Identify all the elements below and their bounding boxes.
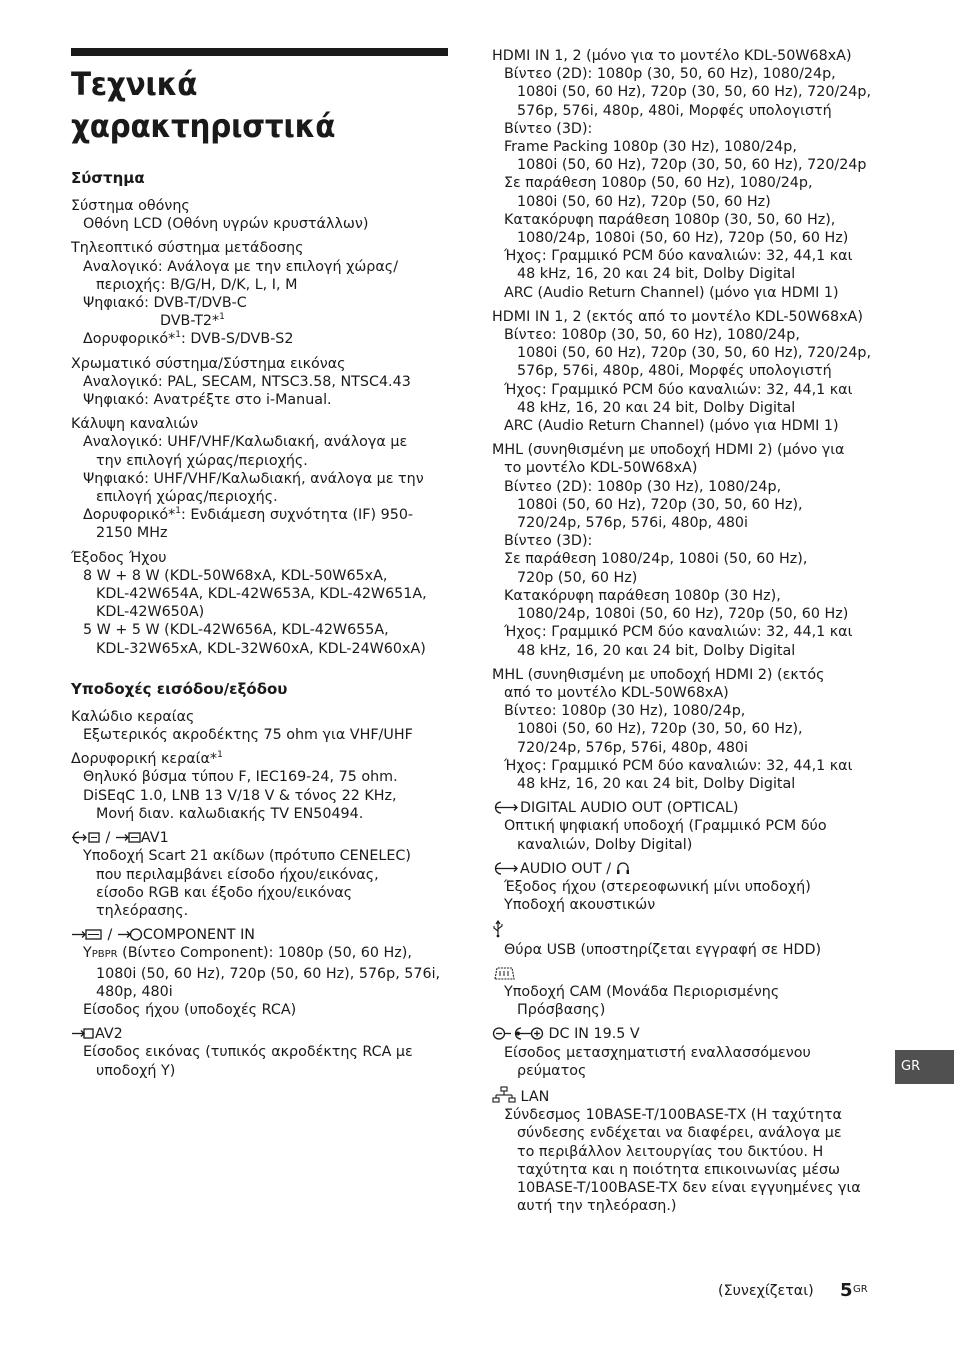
spec-value: Κατακόρυφη παράθεση 1080p (30, 50, 60 Hz), (504, 211, 836, 228)
spec-value: Ψηφιακό: DVB-T/DVB-C (83, 295, 247, 312)
spec-label: HDMI IN 1, 2 (μόνο για το μοντέλο KDL-50W68xA) (492, 48, 852, 64)
spec-value: Οθόνη LCD (Οθόνη υγρών κρυστάλλων) (83, 216, 369, 233)
spec-value: KDL-42W654A, KDL-42W653A, KDL-42W651A, (96, 586, 427, 603)
spec-label: HDMI IN 1, 2 (εκτός από το μοντέλο KDL-50W68xA) (492, 308, 863, 325)
spec-value: το περιβάλλον λειτουργίας του δικτύου. Η (517, 1143, 824, 1160)
spec-label: Τηλεοπτικό σύστημα μετάδοσης (71, 240, 304, 257)
spec-value: Σε παράθεση 1080/24p, 1080i (50, 60 Hz), (504, 551, 808, 568)
page-number: 5 (840, 1280, 853, 1301)
spec-value: που περιλαμβάνει είσοδο ήχου/εικόνας, (96, 866, 379, 883)
spec-label: DC IN 19.5 V (492, 1025, 877, 1043)
spec-value: 1080/24p, 1080i (50, 60 Hz), 720p (50, 60 Hz) (517, 606, 849, 623)
spec-value: Ήχος: Γραμμικό PCM δύο καναλιών: 32, 44,1 και (504, 381, 853, 398)
spec-value: Δορυφορικό*$^1$: DVB-S/DVB-S2 (83, 330, 294, 348)
dc-polarity-icon (492, 1026, 544, 1041)
spec-value: 48 kHz, 16, 20 και 24 bit, Dolby Digital (517, 266, 796, 283)
spec-label: Καλώδιο κεραίας (71, 708, 195, 725)
spec-value: Frame Packing 1080p (30 Hz), 1080/24p, (504, 139, 797, 156)
spec-label: Σύστημα οθόνης (71, 198, 190, 214)
spec-value: 576p, 576i, 480p, 480i, Μορφές υπολογιστή (517, 363, 832, 380)
title-bar (71, 48, 448, 56)
spec-value: 1080i (50, 60 Hz), 720p (30, 50, 60 Hz), (517, 721, 803, 738)
spec-value: 720/24p, 576p, 576i, 480p, 480i (517, 739, 748, 756)
spec-value: Βίντεο (3D): (504, 120, 593, 137)
spec-value: την επιλογή χώρας/περιοχής. (96, 452, 308, 469)
spec-value: 5 W + 5 W (KDL-42W656A, KDL-42W655A, (83, 622, 389, 639)
spec-value: Είσοδος εικόνας (τυπικός ακροδέκτης RCA με (83, 1044, 413, 1061)
spec-value: Βίντεο: 1080p (30 Hz), 1080/24p, (504, 703, 746, 720)
spec-value: Είσοδος μετασχηματιστή εναλλασσόμενου (504, 1044, 811, 1061)
spec-value: 1080i (50, 60 Hz), 720p (50, 60 Hz) (517, 193, 771, 210)
spec-value: Οπτική ψηφιακή υποδοχή (Γραμμικό PCM δύο (504, 818, 827, 835)
spec-value: αυτή την τηλεόραση.) (517, 1198, 677, 1215)
spec-value: Κατακόρυφη παράθεση 1080p (30 Hz), (504, 587, 781, 604)
spec-label: / COMPONENT IN (71, 926, 451, 944)
audio-out-icon (492, 861, 520, 876)
spec-value: 2150 MHz (96, 525, 168, 542)
spec-value: Είσοδος ήχου (υποδοχές RCA) (83, 1001, 297, 1018)
spec-value: επιλογή χώρας/περιοχής. (96, 489, 278, 506)
spec-value: 48 kHz, 16, 20 και 24 bit, Dolby Digital (517, 642, 796, 659)
spec-value: Υποδοχή ακουστικών (504, 897, 656, 914)
spec-value: Ψηφιακό: UHF/VHF/Καλωδιακή, ανάλογα με την (83, 470, 424, 487)
spec-value: Σύνδεσμος 10BASE-T/100BASE-TX (Η ταχύτητα (504, 1107, 842, 1124)
spec-value: DiSEqC 1.0, LNB 13 V/18 V & τόνος 22 KHz, (83, 787, 397, 804)
spec-label: MHL (συνηθισμένη με υποδοχή HDMI 2) (εκτός (492, 666, 825, 683)
spec-value: Μονή διαν. καλωδιακής TV EN50494. (96, 805, 364, 822)
page-title: Τεχνικά χαρακτηριστικά (71, 65, 336, 145)
spec-value: καναλιών, Dolby Digital) (517, 836, 693, 853)
right-column (492, 47, 877, 1215)
spec-value: Βίντεο (3D): (504, 533, 593, 550)
spec-value: Ήχος: Γραμμικό PCM δύο καναλιών: 32, 44,1 και (504, 248, 853, 265)
spec-value: 1080i (50, 60 Hz), 720p (30, 50, 60 Hz), (517, 496, 803, 513)
optical-out-icon (492, 800, 520, 815)
spec-value: σύνδεσης ενδέχεται να διαφέρει, ανάλογα με (517, 1125, 842, 1142)
spec-value: είσοδο RGB και έξοδο ήχου/εικόνας (96, 884, 353, 901)
spec-label (492, 965, 877, 983)
left-column (71, 48, 451, 1080)
spec-value: KDL-42W650A) (96, 604, 205, 621)
spec-value: 10BASE-T/100BASE-TX δεν είναι εγγυημένες για (517, 1179, 861, 1196)
spec-value: Αναλογικό: PAL, SECAM, NTSC3.58, NTSC4.43 (83, 373, 411, 390)
spec-value: 720p (50, 60 Hz) (517, 569, 638, 586)
cam-slot-icon (492, 965, 516, 981)
spec-label: Κάλυψη καναλιών (71, 416, 199, 433)
spec-label: MHL (συνηθισμένη με υποδοχή HDMI 2) (μόνο για (492, 442, 845, 459)
scart-in-out-icon (71, 830, 101, 845)
spec-value: DVB-T2*$^1$ (160, 312, 225, 330)
spec-value: 8 W + 8 W (KDL-50W68xA, KDL-50W65xA, (83, 567, 388, 584)
spec-label: το μοντέλο KDL-50W68xA) (504, 460, 698, 477)
spec-value: τηλεόρασης. (96, 902, 189, 919)
spec-value: 480p, 480i (96, 983, 173, 1000)
spec-value: ρεύματος (517, 1062, 587, 1079)
spec-value: 720/24p, 576p, 576i, 480p, 480i (517, 515, 748, 532)
spec-value: Υποδοχή Scart 21 ακίδων (πρότυπο CENELEC) (83, 848, 411, 865)
scart-out-icon (115, 830, 141, 845)
spec-label: Χρωματικό σύστημα/Σύστημα εικόνας (71, 355, 346, 372)
spec-value: 1080/24p, 1080i (50, 60 Hz), 720p (50, 60 Hz) (517, 230, 849, 247)
spec-value: Δορυφορικό*$^1$: Ενδιάμεση συχνότητα (IF) 950- (83, 506, 414, 524)
section-heading-io: Υποδοχές εισόδου/εξόδου (71, 679, 288, 698)
spec-value: Αναλογικό: UHF/VHF/Καλωδιακή, ανάλογα με (83, 434, 408, 451)
spec-value: Βίντεο (2D): 1080p (30, 50, 60 Hz), 1080/24p, (504, 66, 836, 83)
page-suffix: GR (853, 1284, 868, 1295)
rca-in-icon (117, 927, 143, 942)
spec-label: / AV1 (71, 829, 451, 847)
spec-value: Θηλυκό βύσμα τύπου F, IEC169-24, 75 ohm. (83, 769, 398, 786)
spec-value: 1080i (50, 60 Hz), 720p (30, 50, 60 Hz), 720/24p, (517, 84, 872, 101)
spec-value: Ήχος: Γραμμικό PCM δύο καναλιών: 32, 44,1 και (504, 757, 853, 774)
continued-note: (Συνεχίζεται) (718, 1283, 814, 1299)
spec-label: AV2 (71, 1025, 451, 1043)
spec-value: 48 kHz, 16, 20 και 24 bit, Dolby Digital (517, 399, 796, 416)
spec-label: LAN (492, 1086, 877, 1106)
spec-label (492, 920, 877, 940)
spec-value: Θύρα USB (υποστηρίζεται εγγραφή σε HDD) (504, 941, 822, 958)
spec-value: YPBPR (Βίντεο Component): 1080p (50, 60 Hz), (83, 945, 412, 962)
spec-value: περιοχής: B/G/H, D/K, L, I, M (96, 276, 298, 293)
spec-value: Ψηφιακό: Ανατρέξτε στο i-Manual. (83, 392, 332, 409)
spec-value: Αναλογικό: Ανάλογα με την επιλογή χώρας/ (83, 258, 399, 275)
spec-label: Δορυφορική κεραία*$^1$ (71, 750, 223, 768)
language-tab: GR (895, 1050, 954, 1084)
usb-icon (492, 920, 504, 938)
spec-label: από το μοντέλο KDL-50W68xA) (504, 684, 729, 701)
spec-value: Σε παράθεση 1080p (50, 60 Hz), 1080/24p, (504, 175, 813, 192)
spec-value: Πρόσβασης) (517, 1002, 606, 1019)
spec-value: Βίντεο: 1080p (30, 50, 60 Hz), 1080/24p, (504, 327, 800, 344)
video-in-icon (71, 1026, 95, 1041)
spec-value: ταχύτητα και η ποιότητα επικοινωνίας μέσω (517, 1161, 841, 1178)
spec-label: Έξοδος Ήχου (71, 549, 167, 566)
spec-value: ARC (Audio Return Channel) (μόνο για HDMI 1) (504, 284, 839, 301)
spec-value: ARC (Audio Return Channel) (μόνο για HDMI 1) (504, 418, 839, 435)
spec-label: DIGITAL AUDIO OUT (OPTICAL) (492, 799, 877, 817)
section-heading-system: Σύστημα (71, 169, 145, 187)
spec-label: AUDIO OUT / (492, 860, 877, 878)
spec-value: KDL-32W65xA, KDL-32W60xA, KDL-24W60xA) (96, 640, 426, 657)
spec-value: Ήχος: Γραμμικό PCM δύο καναλιών: 32, 44,1 και (504, 624, 853, 641)
spec-value: Έξοδος ήχου (στερεοφωνική μίνι υποδοχή) (504, 878, 811, 895)
spec-value: Υποδοχή CAM (Μονάδα Περιορισμένης (504, 983, 780, 1000)
lan-network-icon (492, 1086, 516, 1104)
spec-value: 1080i (50, 60 Hz), 720p (50, 60 Hz), 576p, 576i, (96, 965, 441, 982)
component-in-icon (71, 927, 103, 942)
spec-value: Βίντεο (2D): 1080p (30 Hz), 1080/24p, (504, 478, 782, 495)
spec-value: 576p, 576i, 480p, 480i, Μορφές υπολογιστή (517, 102, 832, 119)
spec-value: 48 kHz, 16, 20 και 24 bit, Dolby Digital (517, 775, 796, 792)
spec-value: 1080i (50, 60 Hz), 720p (30, 50, 60 Hz), 720/24p, (517, 345, 872, 362)
spec-value: Εξωτερικός ακροδέκτης 75 ohm για VHF/UHF (83, 727, 413, 744)
spec-value: υποδοχή Y) (96, 1062, 176, 1079)
headphones-icon (616, 861, 630, 876)
spec-value: 1080i (50, 60 Hz), 720p (30, 50, 60 Hz), 720/24p (517, 157, 867, 174)
